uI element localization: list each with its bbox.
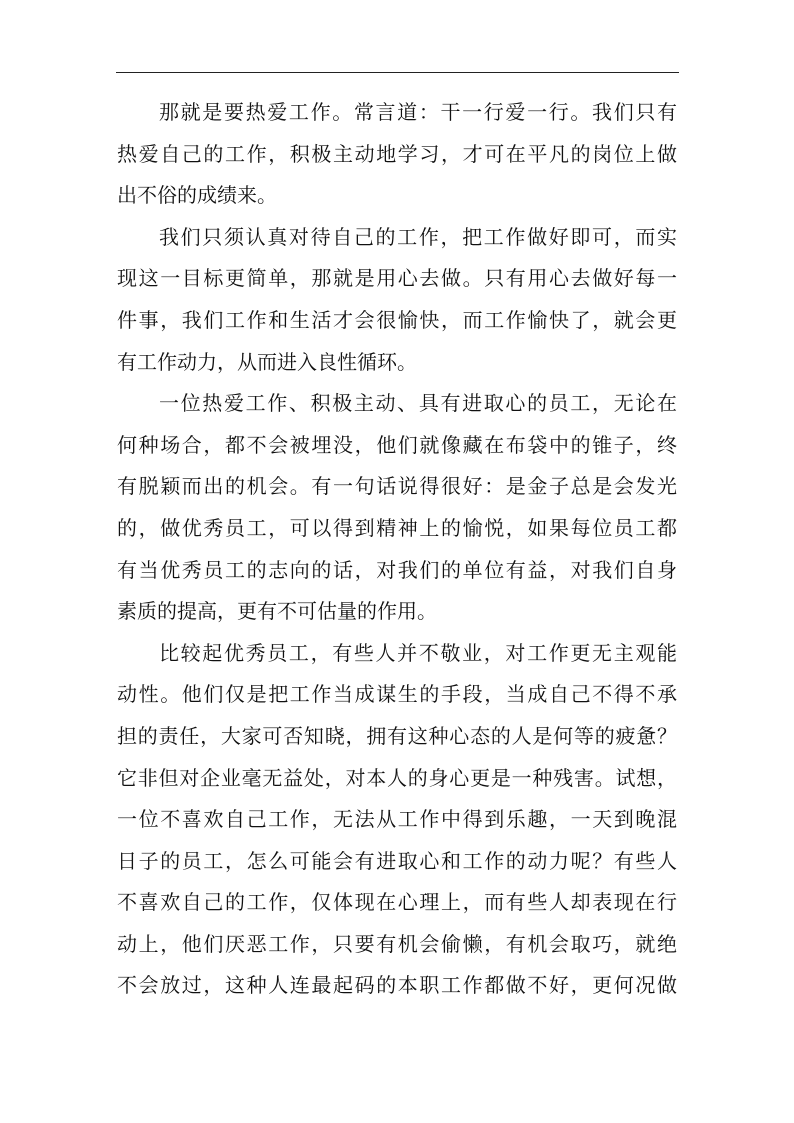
- header-rule: [116, 72, 679, 73]
- text-line: 现这一目标更简单，那就是用心去做。只有用心去做好每一: [117, 266, 677, 291]
- text-line: 素质的提高，更有不可估量的作用。: [117, 599, 437, 624]
- text-line: 那就是要热爱工作。常言道：干一行爱一行。我们只有: [159, 100, 677, 124]
- text-line: 担的责任，大家可否知晓，拥有这种心态的人是何等的疲惫？: [117, 723, 677, 748]
- text-line: 不喜欢自己的工作，仅体现在心理上，而有些人却表现在行: [117, 890, 677, 915]
- text-line: 有脱颖而出的机会。有一句话说得很好：是金子总是会发光: [117, 474, 677, 499]
- text-line: 比较起优秀员工，有些人并不敬业，对工作更无主观能: [159, 640, 677, 665]
- text-line: 出不俗的成绩来。: [117, 183, 277, 208]
- page-body: [117, 92, 677, 1007]
- paragraph-1: [117, 92, 677, 217]
- text-line: 件事，我们工作和生活才会很愉快，而工作愉快了，就会更: [117, 307, 677, 332]
- text-line: 有当优秀员工的志向的话，对我们的单位有益，对我们自身: [117, 557, 677, 582]
- text-line: 动性。他们仅是把工作当成谋生的手段，当成自己不得不承: [117, 682, 677, 707]
- text-line: 它非但对企业毫无益处，对本人的身心更是一种残害。试想，: [117, 765, 677, 790]
- text-line: 我们只须认真对待自己的工作，把工作做好即可，而实: [159, 224, 677, 249]
- paragraph-4: [117, 633, 677, 1007]
- text-line: 的，做优秀员工，可以得到精神上的愉悦，如果每位员工都: [117, 515, 677, 540]
- text-line: 不会放过，这种人连最起码的本职工作都做不好，更何况做: [117, 973, 677, 998]
- text-line: 日子的员工，怎么可能会有进取心和工作的动力呢？有些人: [117, 848, 677, 873]
- text-line: 一位不喜欢自己工作，无法从工作中得到乐趣，一天到晚混: [117, 807, 677, 832]
- paragraph-3: [117, 383, 677, 633]
- text-line: 有工作动力，从而进入良性循环。: [117, 349, 417, 374]
- text-line: 一位热爱工作、积极主动、具有进取心的员工，无论在: [159, 391, 677, 416]
- text-line: 动上，他们厌恶工作，只要有机会偷懒，有机会取巧，就绝: [117, 931, 677, 956]
- paragraph-2: [117, 217, 677, 383]
- text-line: 何种场合，都不会被埋没，他们就像藏在布袋中的锥子，终: [117, 432, 677, 457]
- text-line: 热爱自己的工作，积极主动地学习，才可在平凡的岗位上做: [117, 141, 677, 166]
